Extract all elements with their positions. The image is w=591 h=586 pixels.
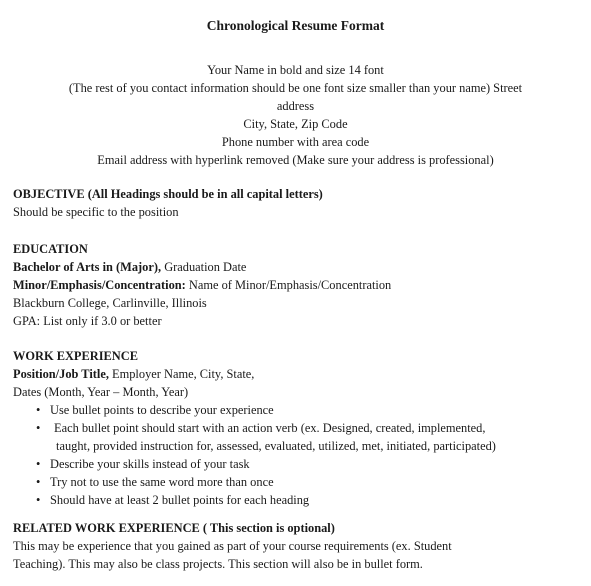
contact-city-line: City, State, Zip Code: [243, 117, 348, 131]
education-heading: EDUCATION: [13, 242, 88, 256]
work-bullet-list: [13, 401, 578, 509]
contact-phone-line: Phone number with area code: [221, 135, 370, 149]
list-item: • Should have at least 2 bullet points for each heading: [13, 491, 578, 509]
degree-line: [13, 258, 578, 276]
contact-info-line: (The rest of you contact information should be one font size smaller than your name) Street: [68, 81, 523, 95]
related-text-line1: This may be experience that you gained as part of your course requirements (ex. Student: [13, 539, 452, 553]
gpa-line: GPA: List only if 3.0 or better: [13, 314, 162, 328]
school-line: Blackburn College, Carlinville, Illinois: [13, 296, 207, 310]
list-item-continuation: taught, provided instruction for, assessed, evaluated, utilized, met, initiated, participated): [56, 439, 496, 453]
list-item: • Use bullet points to describe your experience: [13, 401, 578, 419]
related-heading: RELATED WORK EXPERIENCE ( This section is optional): [13, 521, 335, 535]
list-item: • Describe your skills instead of your task: [13, 455, 578, 473]
list-item: [13, 419, 578, 455]
contact-block: [30, 61, 561, 169]
related-text-line2: Teaching). This may also be class projects. This section will also be in bullet form.: [13, 557, 423, 571]
dates-line: Dates (Month, Year – Month, Year): [13, 385, 189, 399]
degree-label: Bachelor of Arts in (Major),: [13, 260, 162, 274]
objective-section: [13, 185, 578, 221]
minor-line: [13, 276, 578, 294]
list-item: • Try not to use the same word more than once: [13, 473, 578, 491]
document-title: Chronological Resume Format: [206, 18, 385, 33]
position-line: [13, 365, 578, 383]
contact-email-line: Email address with hyperlink removed (Make sure your address is professional): [97, 153, 494, 167]
minor-label: Minor/Emphasis/Concentration:: [13, 278, 186, 292]
position-label: Position/Job Title,: [13, 367, 109, 381]
work-heading: WORK EXPERIENCE: [13, 349, 138, 363]
contact-name-line: Your Name in bold and size 14 font: [207, 63, 384, 77]
objective-text: Should be specific to the position: [13, 205, 179, 219]
list-item-text: Each bullet point should start with an action verb (ex. Designed, created, implemented,: [54, 421, 486, 435]
work-section: [13, 347, 578, 509]
objective-heading: OBJECTIVE (All Headings should be in all capital letters): [13, 187, 323, 201]
minor-text: Name of Minor/Emphasis/Concentration: [185, 278, 392, 292]
degree-text: Graduation Date: [161, 260, 247, 274]
related-section: [13, 519, 578, 573]
contact-address-line: address: [276, 99, 315, 113]
position-text: Employer Name, City, State,: [108, 367, 255, 381]
education-section: [13, 240, 578, 330]
